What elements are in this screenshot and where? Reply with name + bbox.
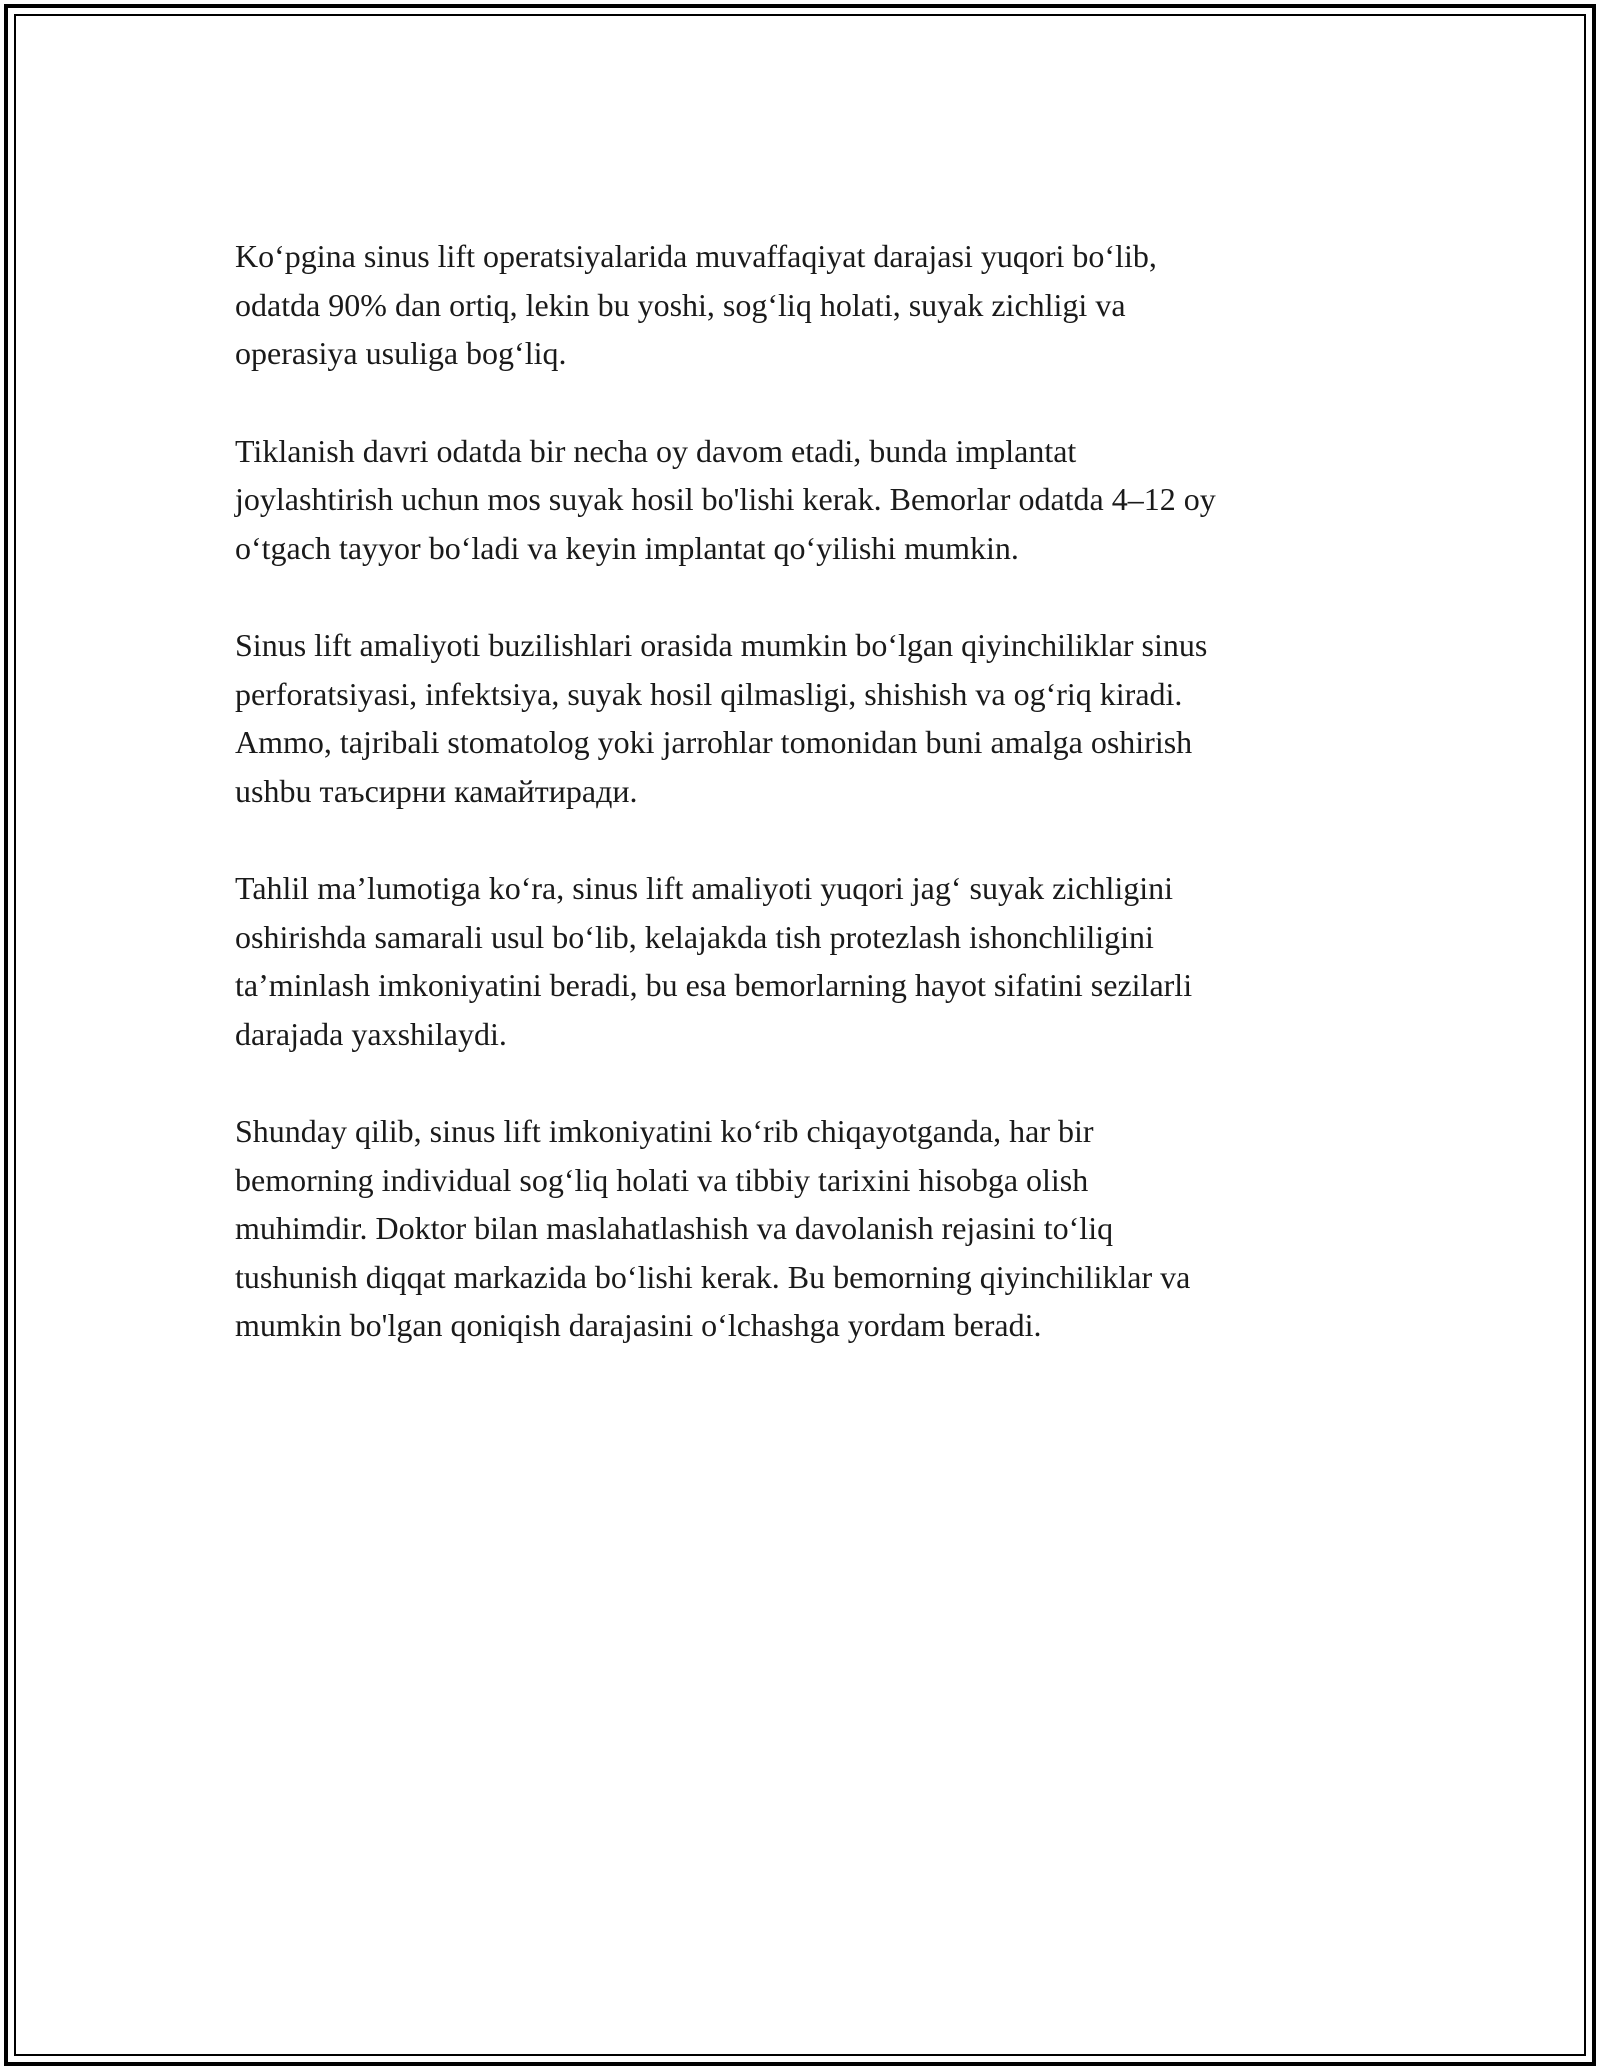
document-body xyxy=(235,232,1375,1399)
paragraph-complications: Sinus lift amaliyoti buzilishlari orasida mumkin bo‘lgan qiyinchiliklar sinus perforatsiyasi, infektsiya, suyak hosil qilmasligi, shishish va og‘riq kiradi. Ammo, tajribali stomatolog yoki jarrohlar tomonidan buni amalga oshirish ushbu таъсирни камайтиради. xyxy=(235,627,1208,809)
paragraph-success-rate: Ko‘pgina sinus lift operatsiyalarida muvaffaqiyat darajasi yuqori bo‘lib, odatda 90% dan ortiq, lekin bu yoshi, sog‘liq holati, suyak zichligi va operasiya usuliga bog‘liq. xyxy=(235,238,1157,371)
paragraph-analysis: Tahlil ma’lumotiga ko‘ra, sinus lift amaliyoti yuqori jag‘ suyak zichligini oshirishda samarali usul bo‘lib, kelajakda tish protezlash ishonchliligini ta’minlash imkoniyatini beradi, bu esa bemorlarning hayot sifatini sezilarli darajada yaxshilaydi. xyxy=(235,870,1193,1052)
paragraph-conclusion: Shunday qilib, sinus lift imkoniyatini ko‘rib chiqayotganda, har bir bemorning individual sog‘liq holati va tibbiy tarixini hisobga olish muhimdir. Doktor bilan maslahatlashish va davolanish rejasini to‘liq tushunish diqqat markazida bo‘lishi kerak. Bu bemorning qiyinchiliklar va mumkin bo'lgan qoniqish darajasini o‘lchashga yordam beradi. xyxy=(235,1113,1191,1343)
paragraph-recovery-period: Tiklanish davri odatda bir necha oy davom etadi, bunda implantat joylashtirish uchun mos suyak hosil bo'lishi kerak. Bemorlar odatda 4–12 oy o‘tgach tayyor bo‘ladi va keyin implantat qo‘yilishi mumkin. xyxy=(235,432,1216,566)
